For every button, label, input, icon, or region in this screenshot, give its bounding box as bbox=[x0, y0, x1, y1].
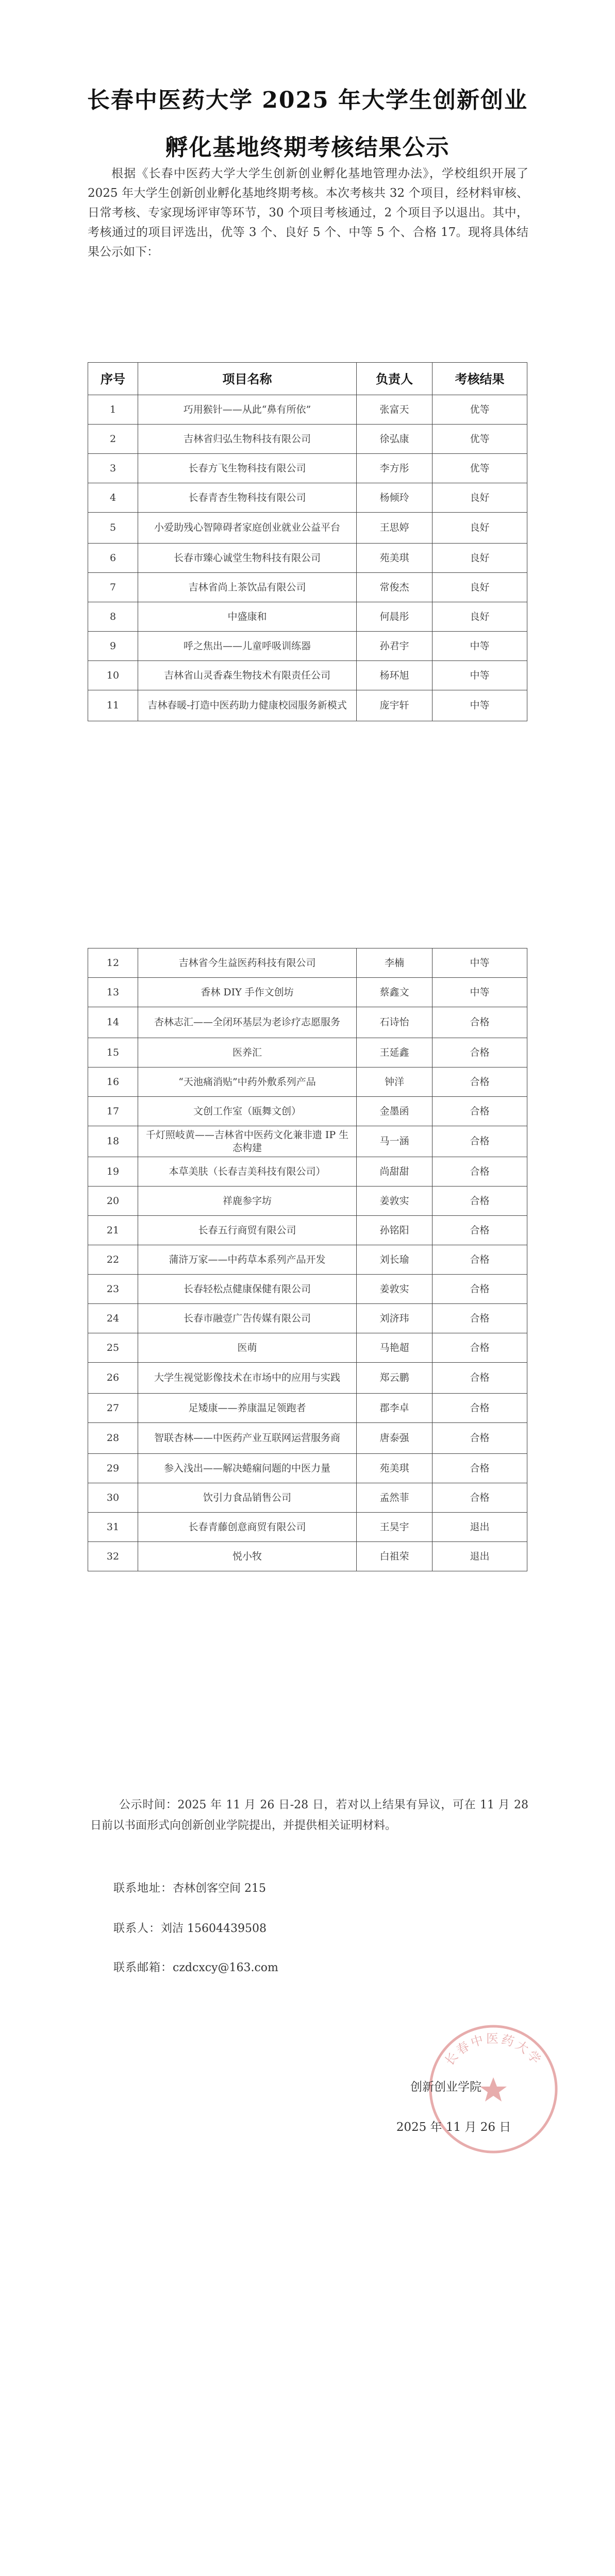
cell-project-name: 长春市融壹广告传媒有限公司 bbox=[138, 1304, 357, 1333]
cell-project-name: 杏林志汇——全闭环基层为老诊疗志愿服务 bbox=[138, 1007, 357, 1038]
cell-result: 合格 bbox=[433, 1097, 527, 1126]
cell-no: 18 bbox=[88, 1126, 138, 1157]
table-row bbox=[88, 395, 527, 425]
cell-leader: 姜敦实 bbox=[357, 1275, 433, 1304]
notice-period-text: 公示时间：2025 年 11 月 26 日-28 日，若对以上结果有异议，可在 11 月 28 日前以书面形式向创新创业学院提出，并提供相关证明材料。 bbox=[90, 1799, 528, 1832]
cell-no: 9 bbox=[88, 632, 138, 661]
cell-project-name: 吉林省归弘生物科技有限公司 bbox=[138, 425, 357, 454]
cell-leader: 白祖荣 bbox=[357, 1542, 433, 1571]
table-row bbox=[88, 1007, 527, 1038]
cell-no: 12 bbox=[88, 948, 138, 978]
cell-result: 良好 bbox=[433, 483, 527, 513]
cell-result: 合格 bbox=[433, 1126, 527, 1157]
cell-result: 中等 bbox=[433, 690, 527, 721]
table-row bbox=[88, 948, 527, 978]
cell-leader: 蔡鑫文 bbox=[357, 978, 433, 1007]
cell-result: 合格 bbox=[433, 1245, 527, 1275]
cell-result: 中等 bbox=[433, 948, 527, 978]
contact-email bbox=[113, 1958, 278, 1978]
cell-leader: 王昊宇 bbox=[357, 1513, 433, 1542]
results-table-part-2 bbox=[88, 948, 527, 1571]
cell-leader: 孟然菲 bbox=[357, 1483, 433, 1513]
table-row bbox=[88, 1333, 527, 1363]
cell-project-name: 长春青杏生物科技有限公司 bbox=[138, 483, 357, 513]
table-row bbox=[88, 632, 527, 661]
cell-project-name: 大学生视觉影像技术在市场中的应用与实践 bbox=[138, 1363, 357, 1394]
document-title-line-1: 长春中医药大学 2025 年大学生创新创业 bbox=[87, 87, 528, 113]
cell-project-name: 香林 DIY 手作文创坊 bbox=[138, 978, 357, 1007]
table-row bbox=[88, 1038, 527, 1067]
cell-no: 4 bbox=[88, 483, 138, 513]
cell-project-name: 长春五行商贸有限公司 bbox=[138, 1216, 357, 1245]
cell-result: 中等 bbox=[433, 632, 527, 661]
cell-result: 合格 bbox=[433, 1275, 527, 1304]
cell-no: 2 bbox=[88, 425, 138, 454]
cell-leader: 唐泰强 bbox=[357, 1423, 433, 1454]
table-row bbox=[88, 1067, 527, 1097]
cell-no: 31 bbox=[88, 1513, 138, 1542]
cell-leader: 孙君宇 bbox=[357, 632, 433, 661]
cell-result: 合格 bbox=[433, 1038, 527, 1067]
cell-result: 合格 bbox=[433, 1454, 527, 1483]
table-row bbox=[88, 1157, 527, 1187]
cell-no: 1 bbox=[88, 395, 138, 425]
cell-result: 退出 bbox=[433, 1542, 527, 1571]
cell-no: 25 bbox=[88, 1333, 138, 1363]
table-row bbox=[88, 454, 527, 483]
cell-leader: 金墨函 bbox=[357, 1097, 433, 1126]
table-row bbox=[88, 661, 527, 690]
cell-no: 15 bbox=[88, 1038, 138, 1067]
cell-result: 中等 bbox=[433, 661, 527, 690]
intro-paragraph: 根据《长春中医药大学大学生创新创业孵化基地管理办法》，学校组织开展了 2025 年大学生创新创业孵化基地终期考核。本次考核共 32 个项目，经材料审核、日常考核、专家现场评审等环节，30 个项目考核通过，2 个项目予以退出。其中，考核通过的项目评选出，优等 3 个、良好 5 个、中等 5 个、合格 17。现将具体结果公示如下： bbox=[88, 167, 528, 259]
table-row bbox=[88, 425, 527, 454]
cell-no: 6 bbox=[88, 544, 138, 573]
cell-leader: 郡李卓 bbox=[357, 1394, 433, 1423]
cell-no: 21 bbox=[88, 1216, 138, 1245]
table-row bbox=[88, 1454, 527, 1483]
cell-project-name: 本草美肤（长春吉美科技有限公司） bbox=[138, 1157, 357, 1187]
cell-result: 合格 bbox=[433, 1304, 527, 1333]
cell-no: 17 bbox=[88, 1097, 138, 1126]
table-body-part-1 bbox=[88, 395, 527, 721]
cell-project-name: 巧用猴针——从此“鼻有所依” bbox=[138, 395, 357, 425]
cell-no: 30 bbox=[88, 1483, 138, 1513]
table-row bbox=[88, 1363, 527, 1394]
cell-no: 16 bbox=[88, 1067, 138, 1097]
cell-leader: 何晨彤 bbox=[357, 602, 433, 632]
cell-project-name: 吉林省尚上茶饮品有限公司 bbox=[138, 573, 357, 602]
cell-project-name: 医养汇 bbox=[138, 1038, 357, 1067]
header-project-name: 项目名称 bbox=[138, 363, 357, 395]
cell-result: 合格 bbox=[433, 1067, 527, 1097]
cell-leader: 徐弘康 bbox=[357, 425, 433, 454]
table-row bbox=[88, 1126, 527, 1157]
document-title-line-2: 孵化基地终期考核结果公示 bbox=[165, 134, 450, 161]
cell-project-name: 中盛康和 bbox=[138, 602, 357, 632]
cell-no: 24 bbox=[88, 1304, 138, 1333]
cell-result: 合格 bbox=[433, 1187, 527, 1216]
cell-leader: 杨倾玲 bbox=[357, 483, 433, 513]
cell-no: 27 bbox=[88, 1394, 138, 1423]
cell-project-name: 长春青藤创意商贸有限公司 bbox=[138, 1513, 357, 1542]
table-row bbox=[88, 1394, 527, 1423]
cell-project-name: 饮引力食品销售公司 bbox=[138, 1483, 357, 1513]
table-row bbox=[88, 1304, 527, 1333]
cell-result: 优等 bbox=[433, 395, 527, 425]
cell-leader: 张富天 bbox=[357, 395, 433, 425]
cell-result: 优等 bbox=[433, 425, 527, 454]
cell-result: 良好 bbox=[433, 513, 527, 544]
table-row bbox=[88, 483, 527, 513]
cell-result: 退出 bbox=[433, 1513, 527, 1542]
cell-leader: 尚甜甜 bbox=[357, 1157, 433, 1187]
contact-person bbox=[113, 1919, 267, 1939]
cell-project-name: 长春轻松点健康保健有限公司 bbox=[138, 1275, 357, 1304]
cell-no: 11 bbox=[88, 690, 138, 721]
cell-no: 23 bbox=[88, 1275, 138, 1304]
contact-address-label: 联系地址： bbox=[113, 1882, 173, 1895]
signature-organization: 创新创业学院 bbox=[410, 2080, 481, 2094]
cell-no: 10 bbox=[88, 661, 138, 690]
contact-address bbox=[113, 1878, 266, 1899]
cell-project-name: “天池痛消贴”中药外敷系列产品 bbox=[138, 1067, 357, 1097]
header-leader: 负责人 bbox=[357, 363, 433, 395]
cell-leader: 刘济玮 bbox=[357, 1304, 433, 1333]
contact-email-label: 联系邮箱： bbox=[113, 1961, 173, 1974]
cell-leader: 李楠 bbox=[357, 948, 433, 978]
cell-no: 13 bbox=[88, 978, 138, 1007]
cell-project-name: 长春方飞生物科技有限公司 bbox=[138, 454, 357, 483]
cell-project-name: 智联杏林——中医药产业互联网运营服务商 bbox=[138, 1423, 357, 1454]
table-header-row bbox=[88, 363, 527, 395]
cell-no: 5 bbox=[88, 513, 138, 544]
table-row bbox=[88, 1245, 527, 1275]
cell-leader: 马艳超 bbox=[357, 1333, 433, 1363]
table-row bbox=[88, 602, 527, 632]
cell-leader: 王延鑫 bbox=[357, 1038, 433, 1067]
cell-leader: 郑云鹏 bbox=[357, 1363, 433, 1394]
cell-no: 26 bbox=[88, 1363, 138, 1394]
cell-no: 22 bbox=[88, 1245, 138, 1275]
cell-leader: 孙铭阳 bbox=[357, 1216, 433, 1245]
cell-leader: 姜敦实 bbox=[357, 1187, 433, 1216]
cell-leader: 马一涵 bbox=[357, 1126, 433, 1157]
cell-no: 19 bbox=[88, 1157, 138, 1187]
header-result: 考核结果 bbox=[433, 363, 527, 395]
table-row bbox=[88, 1513, 527, 1542]
contact-email-value[interactable]: czdcxcy@163.com bbox=[173, 1961, 278, 1974]
table-row bbox=[88, 1275, 527, 1304]
cell-project-name: 长春市臻心诚堂生物科技有限公司 bbox=[138, 544, 357, 573]
table-row bbox=[88, 1483, 527, 1513]
cell-no: 20 bbox=[88, 1187, 138, 1216]
cell-result: 合格 bbox=[433, 1483, 527, 1513]
cell-project-name: 蒲浒万家——中药草本系列产品开发 bbox=[138, 1245, 357, 1275]
cell-result: 合格 bbox=[433, 1363, 527, 1394]
cell-result: 合格 bbox=[433, 1394, 527, 1423]
table-row bbox=[88, 1187, 527, 1216]
cell-result: 合格 bbox=[433, 1216, 527, 1245]
cell-result: 合格 bbox=[433, 1423, 527, 1454]
cell-result: 合格 bbox=[433, 1157, 527, 1187]
table-row bbox=[88, 1542, 527, 1571]
cell-leader: 杨环旭 bbox=[357, 661, 433, 690]
table-row bbox=[88, 690, 527, 721]
results-table-part-1 bbox=[88, 362, 527, 721]
cell-project-name: 文创工作室（瓯舞文创） bbox=[138, 1097, 357, 1126]
cell-project-name: 千灯照岐黄——吉林省中医药文化兼非遗 IP 生态构建 bbox=[138, 1126, 357, 1157]
cell-result: 良好 bbox=[433, 602, 527, 632]
cell-project-name: 悦小牧 bbox=[138, 1542, 357, 1571]
cell-no: 29 bbox=[88, 1454, 138, 1483]
table-row bbox=[88, 1216, 527, 1245]
cell-result: 合格 bbox=[433, 1007, 527, 1038]
cell-leader: 刘长瑜 bbox=[357, 1245, 433, 1275]
table-row bbox=[88, 544, 527, 573]
cell-no: 8 bbox=[88, 602, 138, 632]
cell-project-name: 参入浅出——解决蜷痫问题的中医力量 bbox=[138, 1454, 357, 1483]
table-row bbox=[88, 978, 527, 1007]
cell-leader: 李方彤 bbox=[357, 454, 433, 483]
header-no: 序号 bbox=[88, 363, 138, 395]
svg-text:长春中医药大学: 长春中医药大学 bbox=[442, 2031, 545, 2069]
cell-project-name: 医萌 bbox=[138, 1333, 357, 1363]
table-row bbox=[88, 573, 527, 602]
cell-project-name: 足矮康——养康温足领跑者 bbox=[138, 1394, 357, 1423]
cell-result: 良好 bbox=[433, 544, 527, 573]
contact-address-value: 杏林创客空间 215 bbox=[173, 1882, 267, 1895]
cell-no: 3 bbox=[88, 454, 138, 483]
cell-project-name: 呼之焦出——儿童呼吸训练器 bbox=[138, 632, 357, 661]
cell-no: 14 bbox=[88, 1007, 138, 1038]
cell-project-name: 吉林省山灵香森生物技术有限责任公司 bbox=[138, 661, 357, 690]
cell-leader: 苑美琪 bbox=[357, 544, 433, 573]
contact-person-label: 联系人： bbox=[113, 1922, 161, 1935]
table-row bbox=[88, 513, 527, 544]
cell-result: 优等 bbox=[433, 454, 527, 483]
cell-result: 中等 bbox=[433, 978, 527, 1007]
signature-date: 2025 年 11 月 26 日 bbox=[396, 2121, 511, 2134]
table-row bbox=[88, 1423, 527, 1454]
table-row bbox=[88, 1097, 527, 1126]
cell-project-name: 小爱助残心智障碍者家庭创业就业公益平台 bbox=[138, 513, 357, 544]
cell-leader: 钟洋 bbox=[357, 1067, 433, 1097]
cell-project-name: 祥鹿参字坊 bbox=[138, 1187, 357, 1216]
cell-result: 良好 bbox=[433, 573, 527, 602]
cell-leader: 常俊杰 bbox=[357, 573, 433, 602]
cell-no: 32 bbox=[88, 1542, 138, 1571]
cell-project-name: 吉林春暖-打造中医药助力健康校园服务新模式 bbox=[138, 690, 357, 721]
contact-person-value: 刘洁 15604439508 bbox=[161, 1922, 267, 1935]
cell-leader: 王思婷 bbox=[357, 513, 433, 544]
cell-leader: 庞宇轩 bbox=[357, 690, 433, 721]
cell-project-name: 吉林省今生益医药科技有限公司 bbox=[138, 948, 357, 978]
cell-no: 7 bbox=[88, 573, 138, 602]
cell-leader: 石诗怡 bbox=[357, 1007, 433, 1038]
cell-result: 合格 bbox=[433, 1333, 527, 1363]
cell-no: 28 bbox=[88, 1423, 138, 1454]
table-body-part-2 bbox=[88, 948, 527, 1571]
cell-leader: 苑美琪 bbox=[357, 1454, 433, 1483]
